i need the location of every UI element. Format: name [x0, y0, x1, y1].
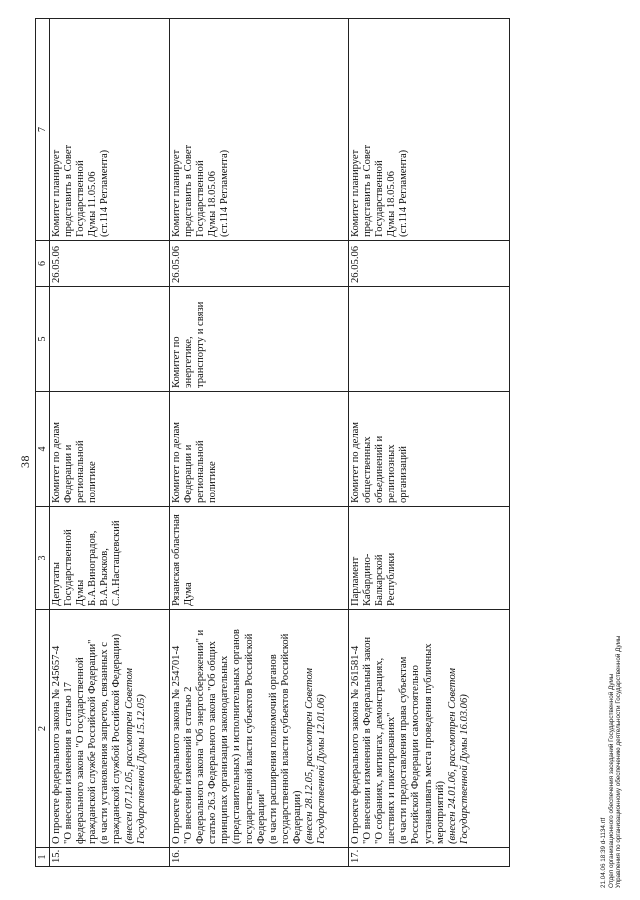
- committee-cell: [170, 392, 349, 507]
- text-line: политике: [207, 461, 219, 503]
- text-line: Федерации": [255, 789, 267, 844]
- text-line: представить в Совет: [362, 144, 374, 237]
- text-line: мероприятий): [434, 780, 446, 844]
- text-line: "О внесении изменений в Федеральный закон: [362, 636, 374, 844]
- text-line: Рязанская областная: [171, 514, 182, 606]
- text-line: Федерального закона "Об энергосбережении" и: [195, 629, 207, 844]
- text-line: Комитет по делам: [171, 421, 182, 503]
- text-line: О проекте федерального закона № 245657-4: [51, 645, 62, 844]
- text-line: Комитет по: [171, 336, 182, 388]
- col-header-3: 3: [36, 507, 50, 610]
- text-line: (в части предоставления права субъектам: [398, 656, 410, 844]
- text-line: Депутаты: [51, 562, 62, 606]
- text-line: "О внесении изменений в статью 2: [183, 686, 195, 844]
- text-line: С.А.Настащевский: [111, 520, 123, 606]
- text-line: Парламент: [350, 556, 361, 606]
- note-cell: [349, 19, 510, 241]
- text-line: объединений и: [374, 435, 386, 503]
- text-line: представить в Совет: [63, 144, 75, 237]
- text-line: В.А.Рыжков,: [99, 548, 111, 606]
- text-line: Федерации и: [183, 444, 195, 503]
- text-line: (представительных) и исполнительных органов: [231, 629, 243, 844]
- text-line: государственной власти субъектов Российской: [243, 633, 255, 844]
- text-line: "О внесении изменения в статью 17: [63, 682, 75, 844]
- text-line: (в части установления запретов, связанных с: [99, 642, 111, 844]
- table-row: [349, 19, 510, 867]
- col-header-4: 4: [36, 392, 50, 507]
- date-cell: 26.05.06: [349, 241, 510, 287]
- text-line: Государственной Думы 15.12.05): [135, 694, 147, 844]
- text-line: (в части расширения полномочий органов: [267, 654, 279, 844]
- note-cell: [50, 19, 170, 241]
- col-header-7: 7: [36, 19, 50, 241]
- col-header-1: 1: [36, 848, 50, 867]
- text-line: энергетике,: [183, 336, 195, 388]
- table-row: [50, 19, 170, 867]
- date-cell: 26.05.06: [170, 241, 349, 287]
- text-line: Государственной Думы 16.03.06): [458, 694, 470, 844]
- text-line: Республики: [386, 552, 398, 606]
- text-line: транспорту и связи: [195, 301, 207, 388]
- initiator-cell: [349, 507, 510, 610]
- text-line: Федерации и: [63, 444, 75, 503]
- text-line: принципах организации законодательных: [219, 655, 231, 844]
- text-line: представить в Совет: [183, 144, 195, 237]
- committee-cell: [349, 392, 510, 507]
- document-footer: [600, 636, 623, 888]
- bill-title-cell: [50, 610, 170, 848]
- text-line: (ст.114 Регламента): [99, 149, 111, 237]
- text-line: Российской Федерации самостоятельно: [410, 665, 422, 844]
- text-line: Комитет планирует: [51, 149, 62, 237]
- text-line: Комитет по делам: [51, 421, 62, 503]
- text-line: Комитет по делам: [350, 421, 361, 503]
- col-header-6: 6: [36, 241, 50, 287]
- text-line: региональной: [195, 440, 207, 503]
- text-line: гражданской службе Российской Федерации": [87, 639, 99, 844]
- row-number: 15.: [50, 848, 170, 867]
- text-line: Думы: [75, 579, 87, 606]
- co-committee-cell: [349, 287, 510, 392]
- text-line: О проекте федерального закона № 254701-4: [171, 645, 182, 844]
- text-line: устанавливать места проведения публичных: [422, 643, 434, 844]
- text-line: Дума: [183, 582, 195, 606]
- text-line: шествиях и пикетированиях": [386, 712, 398, 844]
- text-line: Федерации): [291, 790, 303, 844]
- initiator-cell: [50, 507, 170, 610]
- text-line: Государственной: [75, 160, 87, 237]
- text-line: (внесен 24.01.06, рассмотрен Советом: [446, 668, 458, 844]
- text-line: Думы 18.05.06: [207, 171, 219, 237]
- bill-title-cell: [170, 610, 349, 848]
- date-cell: 26.05.06: [50, 241, 170, 287]
- text-line: статью 26.3 Федерального закона "Об общих: [207, 641, 219, 844]
- text-line: политике: [87, 461, 99, 503]
- text-line: Б.А.Виноградов,: [87, 530, 99, 606]
- row-number: 16.: [170, 848, 349, 867]
- text-line: О проекте федерального закона № 261581-4: [350, 645, 361, 844]
- text-line: религиозных: [386, 444, 398, 503]
- text-line: Думы 11.05.06: [87, 171, 99, 237]
- text-line: (ст.114 Регламента): [219, 149, 231, 237]
- initiator-cell: [170, 507, 349, 610]
- text-line: Государственной: [63, 529, 75, 606]
- co-committee-cell: [50, 287, 170, 392]
- text-line: (внесен 28.12.05, рассмотрен Советом: [304, 668, 316, 844]
- text-line: Комитет планирует: [171, 149, 182, 237]
- text-line: Балкарской: [374, 554, 386, 606]
- committee-cell: [50, 392, 170, 507]
- col-header-5: 5: [36, 287, 50, 392]
- co-committee-cell: [170, 287, 349, 392]
- text-line: государственной власти субъектов Российской: [279, 633, 291, 844]
- text-line: (ст.114 Регламента): [398, 149, 410, 237]
- text-line: Кабардино-: [362, 553, 374, 606]
- text-line: общественных: [362, 436, 374, 503]
- text-line: Комитет планирует: [350, 149, 361, 237]
- text-line: организаций: [398, 446, 410, 503]
- text-line: гражданской службой Российской Федерации): [111, 633, 123, 844]
- table-row: [170, 19, 349, 867]
- text-line: региональной: [75, 440, 87, 503]
- text-line: федерального закона "О государственной: [75, 657, 87, 844]
- page-number: 38: [18, 455, 32, 468]
- bills-table: [35, 18, 510, 867]
- bill-title-cell: [349, 610, 510, 848]
- row-number: 17.: [349, 848, 510, 867]
- text-line: Государственной: [195, 160, 207, 237]
- note-cell: [170, 19, 349, 241]
- text-line: Управления по организационному обеспечению деятельности Государственной Думы: [615, 635, 623, 888]
- text-line: Государственной: [374, 160, 386, 237]
- text-line: 21.04.06 18:39 d-1134.rtf: [600, 817, 607, 888]
- text-line: "О собраниях, митингах, демонстрациях,: [374, 657, 386, 844]
- text-line: Отдел организационного обеспечения заседаний Государственной Думы: [607, 673, 615, 888]
- text-line: Думы 18.05.06: [386, 171, 398, 237]
- col-header-2: 2: [36, 610, 50, 848]
- table-header-row: [36, 19, 50, 867]
- text-line: (внесен 07.12.05, рассмотрен Советом: [123, 668, 135, 844]
- text-line: Государственной Думы 12.01.06): [316, 694, 328, 844]
